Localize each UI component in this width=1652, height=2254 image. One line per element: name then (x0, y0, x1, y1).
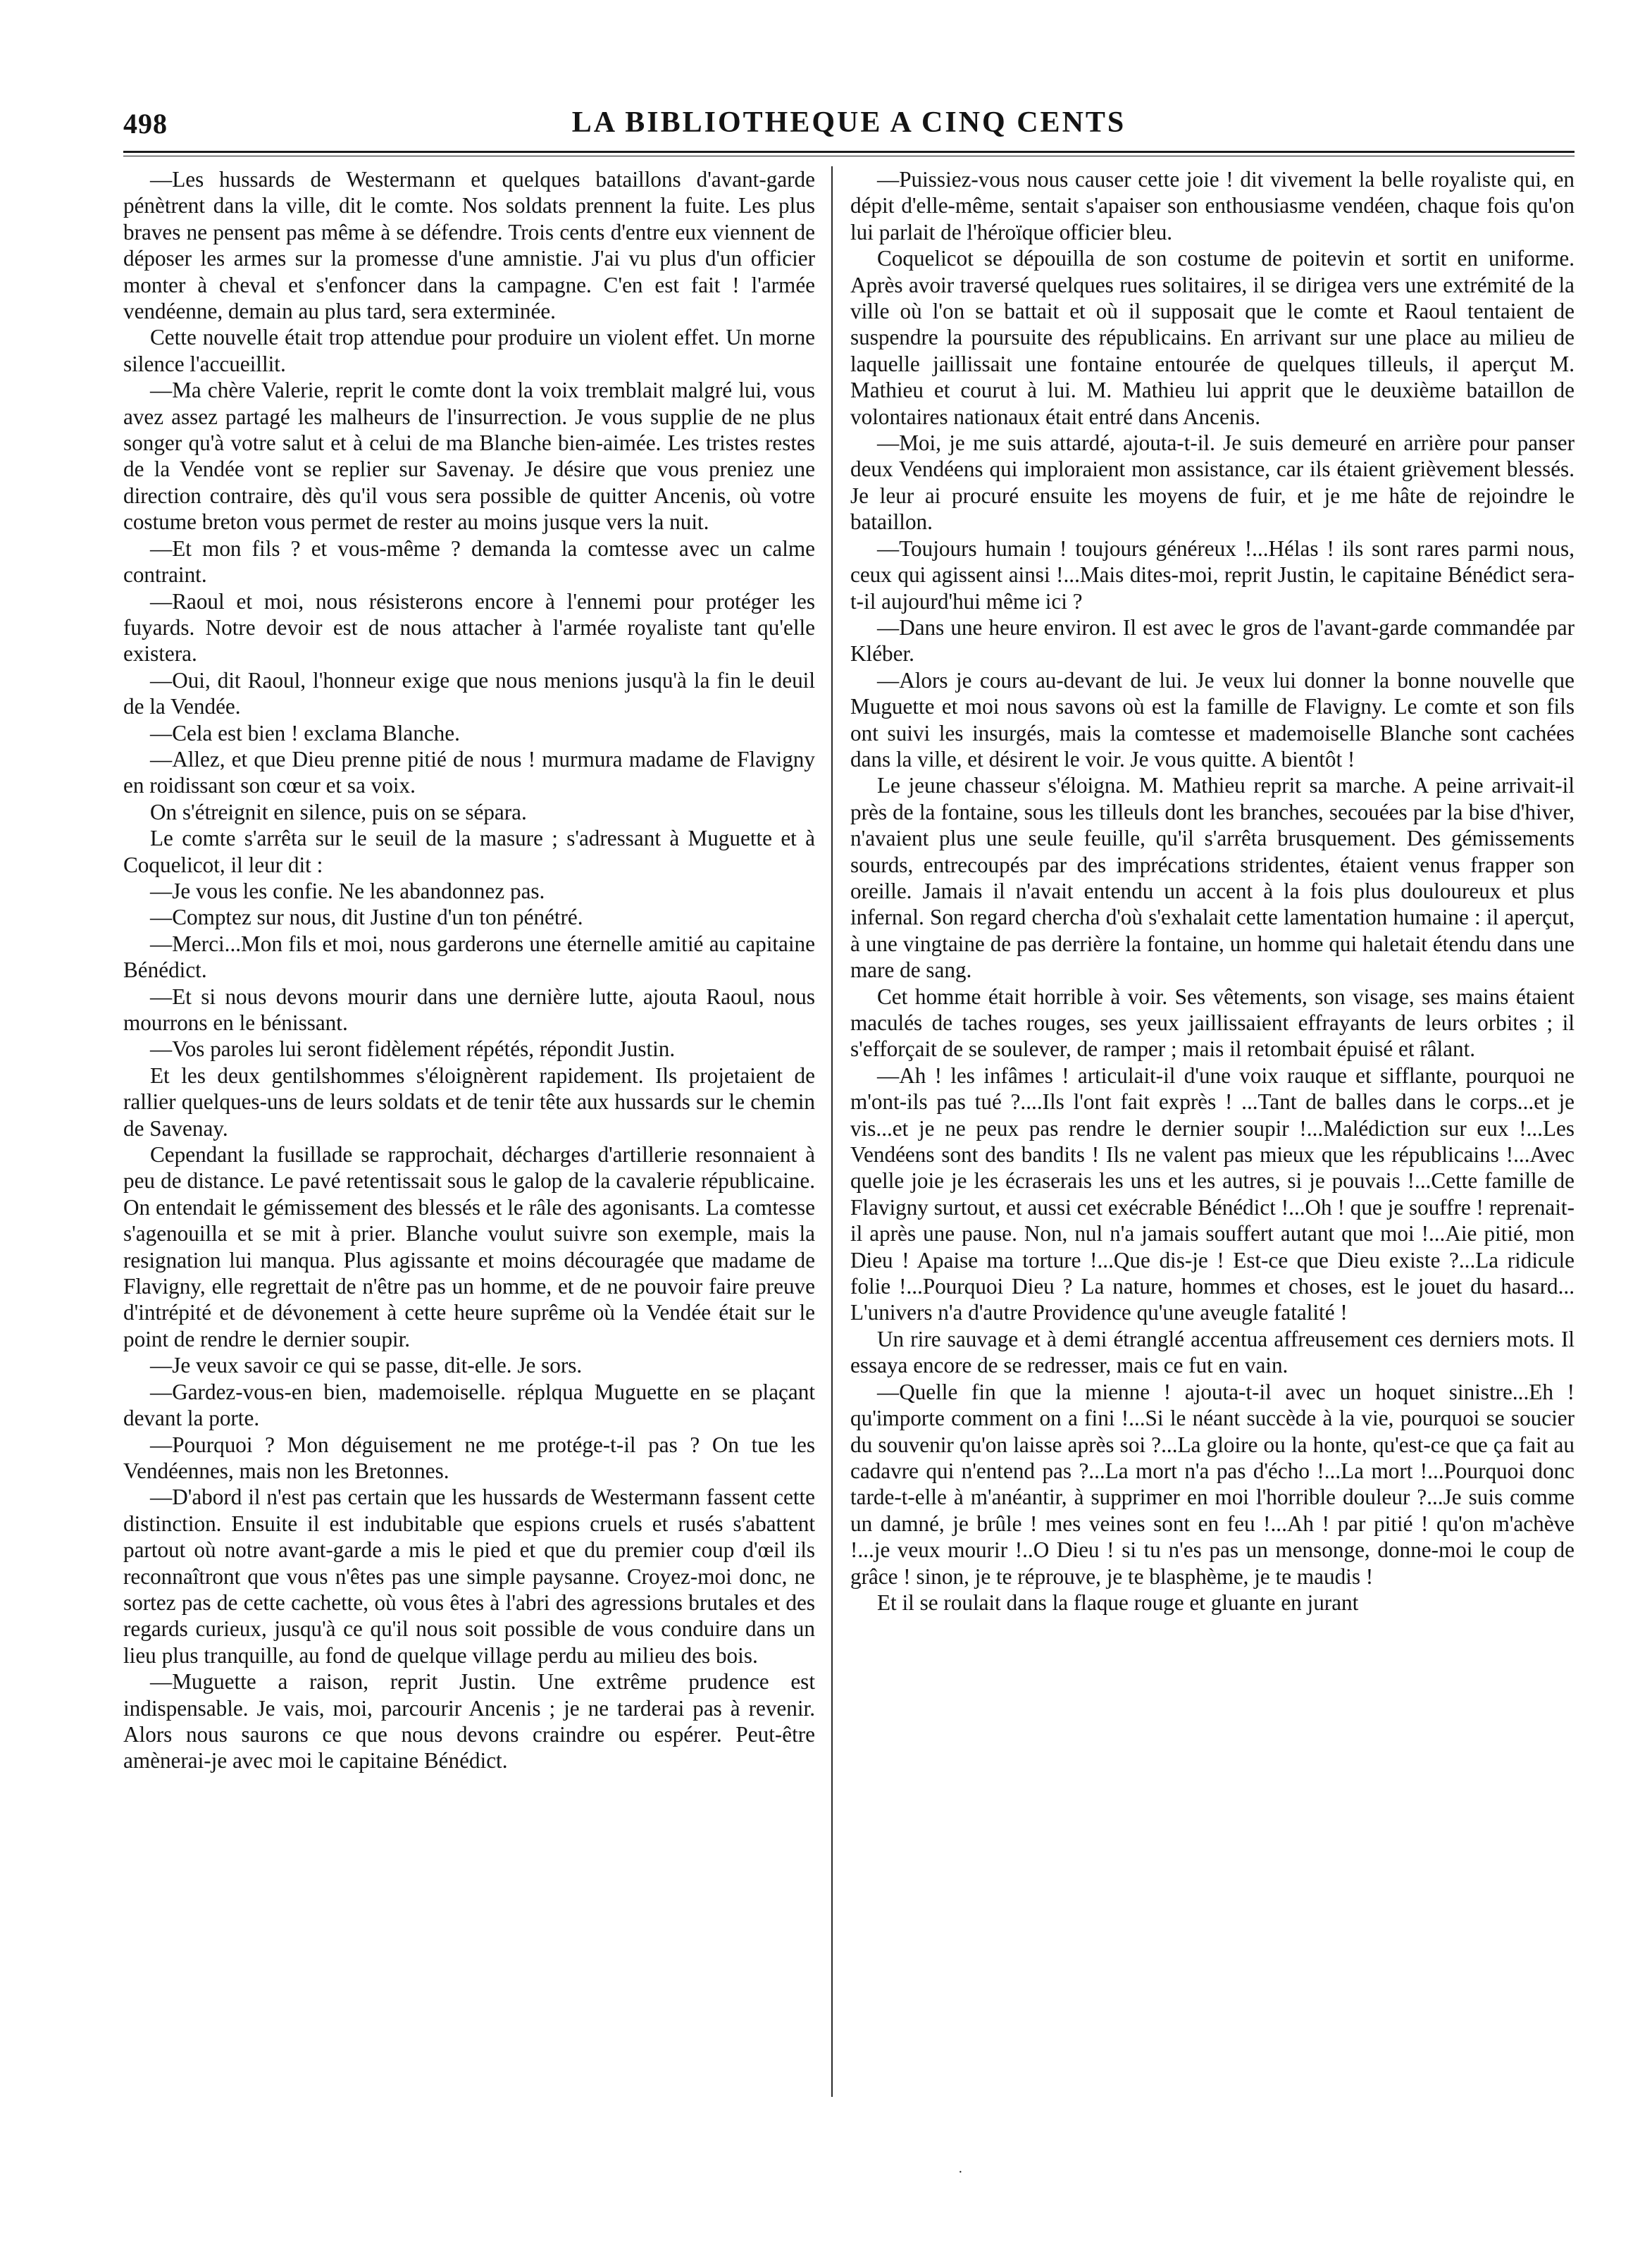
paragraph: Et les deux gentilshommes s'éloignèrent rapidement. Ils projetaient de rallier quelques-uns de leurs soldats et de tenir tête aux hussards sur le chemin de Savenay. (123, 1063, 815, 1141)
paragraph: —Les hussards de Westermann et quelques bataillons d'avant-garde pénètrent dans la ville, dit le comte. Nos soldats prennent la fuite. Les plus braves ne pensent pas même à se défendre. Trois cents d'entre eux viennent de déposer les armes sur la promesse d'une amnistie. J'ai vu plus d'un officier monter à cheval et s'enfoncer dans la campagne. C'en est fait ! l'armée vendéenne, demain au plus tard, sera exterminée. (123, 167, 815, 324)
paragraph: On s'étreignit en silence, puis on se sépara. (150, 799, 527, 824)
paragraph: —Alors je cours au-devant de lui. Je veux lui donner la bonne nouvelle que Muguette et moi nous savons où est la famille de Flavigny. Le comte et son fils ont suivi les insurgés, mais la comtesse et mademoiselle Blanche sont cachées dans la ville, et désirent le voir. Je vous quitte. A bientôt ! (850, 667, 1575, 772)
paragraph: —Je veux savoir ce qui se passe, dit-elle. Je sors. (150, 1353, 583, 1378)
paragraph: —Merci...Mon fils et moi, nous garderons une éternelle amitié au capitaine Bénédict. (123, 931, 815, 983)
paragraph: Cependant la fusillade se rapprochait, décharges d'artillerie resonnaient à peu de distance. Le pavé retentissait sous le galop de la cavalerie républicaine. On entendait le gémissement des blessés et le râle des agonisants. La comtesse s'agenouilla et se mit à prier. Blanche voulut suivre son exemple, mais la resignation lui manqua. Plus agissante et moins découragée que madame de Flavigny, elle regrettait de n'être pas un homme, et de ne pouvoir faire preuve d'intrépité et de dévonement à cette heure suprême où la Vendée était sur le point de rendre le dernier soupir. (123, 1142, 815, 1351)
paragraph: —Toujours humain ! toujours généreux !...Hélas ! ils sont rares parmi nous, ceux qui agissent ainsi !...Mais dites-moi, reprit Justin, le capitaine Bénédict sera-t-il aujourd'hui même ici ? (850, 535, 1575, 614)
paragraph: —Et si nous devons mourir dans une dernière lutte, ajouta Raoul, nous mourrons en le bénissant. (123, 984, 815, 1035)
paragraph: —Ma chère Valerie, reprit le comte dont la voix tremblait malgré lui, vous avez assez partagé les malheurs de l'insurrection. Je vous supplie de ne plus songer qu'à votre salut et à celui de ma Blanche bien-aimée. Les tristes restes de la Vendée vont se replier sur Savenay. Je désire que vous preniez une direction contraire, dès qu'il vous sera possible de quitter Ancenis, où votre costume breton vous permet de rester au moins jusque vers la nuit. (123, 378, 815, 535)
paragraph: —D'abord il n'est pas certain que les hussards de Westermann fassent cette distinction. Ensuite il est indubitable que espions cruels et rusés s'abattent partout où notre avant-garde a mis le pied et que du premier coup d'œil ils reconnaîtront que vous n'êtes pas une simple paysanne. Croyez-moi donc, ne sortez pas de cette cachette, où vous êtes à l'abri des agressions brutales et des regards curieux, jusqu'à ce qu'il nous soit possible de vous conduire dans un lieu plus tranquille, au fond de quelque village perdu au milieu des bois. (123, 1485, 815, 1668)
right-column (850, 166, 1575, 2097)
page-number: 498 (123, 108, 168, 140)
paragraph: Un rire sauvage et à demi étranglé accentua affreusement ces derniers mots. Il essaya encore de se redresser, mais ce fut en vain. (850, 1326, 1575, 1378)
paragraph: Cette nouvelle était trop attendue pour produire un violent effet. Un morne silence l'accueillit. (123, 325, 815, 376)
paragraph: —Dans une heure environ. Il est avec le gros de l'avant-garde commandée par Kléber. (850, 614, 1575, 667)
paragraph: Et il se roulait dans la flaque rouge et gluante en jurant (877, 1590, 1359, 1615)
paragraph: Le comte s'arrêta sur le seuil de la masure ; s'adressant à Muguette et à Coquelicot, il leur dit : (123, 826, 815, 877)
column-divider (831, 166, 833, 2097)
paragraph: —Raoul et moi, nous résisterons encore à l'ennemi pour protéger les fuyards. Notre devoir est de nous attacher à l'armée royaliste tant qu'elle existera. (123, 588, 815, 667)
paragraph: —Ah ! les infâmes ! articulait-il d'une voix rauque et sifflante, pourquoi ne m'ont-ils pas tué ?....Ils l'ont fait exprès ! ...Tant de balles dans le corps...et je vis...et je ne peux pas rendre le dernier soupir !...Malédiction sur eux !...Les Vendéens sont des bandits ! Ils ne valent pas mieux que les républicains !...Avec quelle joie je les écraserais les uns et les autres, si je pouvais !...Cette famille de Flavigny surtout, et aussi cet exécrable Bénédict !...Oh ! que je souffre ! reprenait-il après une pause. Non, nul n'a jamais souffert autant que moi !...Aie pitié, mon Dieu ! Apaise ma torture !...Que dis-je ! Est-ce que Dieu existe ?...La ridicule folie !...Pourquoi Dieu ? La nature, hommes et choses, est le jouet du hasard... L'univers n'a d'autre Providence qu'une aveugle fatalité ! (850, 1063, 1575, 1325)
paragraph: —Quelle fin que la mienne ! ajouta-t-il avec un hoquet sinistre...Eh ! qu'importe comment on a fini !...Si le néant succède à la vie, pourquoi se soucier du souvenir qu'on laisse après soi ?...La gloire ou la honte, qu'est-ce que ça fait au cadavre qui n'entend pas ?...La mort n'a pas d'écho !...La mort !...Pourquoi donc tarde-t-elle à m'anéantir, à supprimer en moi l'horrible douleur ?...Je suis comme un damné, je brûle ! mes veines sont en feu !...Ah ! par pitié ! qu'on m'achève !...je veux mourir !..O Dieu ! si tu n'es pas un mensonge, donne-moi le coup de grâce ! sinon, je te réprouve, je te blasphème, je te maudis ! (850, 1379, 1575, 1589)
paragraph: Coquelicot se dépouilla de son costume de poitevin et sortit en uniforme. Après avoir traversé quelques rues solitaires, il se dirigea vers une extrémité de la ville où l'on se battait et où il supposait que le comte et Raoul tentaient de suspendre la poursuite des républicains. En arrivant sur une place au milieu de laquelle jaillissait une fontaine entourée de quelques tilleuls, il aperçut M. Mathieu et courut à lui. M. Mathieu lui apprit que le deuxième bataillon de volontaires nationaux était entré dans Ancenis. (850, 246, 1575, 429)
paragraph: —Je vous les confie. Ne les abandonnez pas. (150, 878, 545, 903)
paragraph: —Comptez sur nous, dit Justine d'un ton pénétré. (150, 905, 583, 930)
print-speck: · (958, 2165, 963, 2180)
page-header (123, 104, 1575, 145)
paragraph: —Cela est bien ! exclama Blanche. (150, 720, 460, 745)
paragraph: Cet homme était horrible à voir. Ses vêtements, son visage, ses mains étaient maculés de taches rouges, ses yeux jaillissaient effrayants de leurs orbites ; il s'efforçait de se soulever, de ramper ; mais il retombait épuisé et râlant. (850, 984, 1575, 1062)
running-title: LA BIBLIOTHEQUE A CINQ CENTS (571, 106, 1126, 139)
paragraph: —Muguette a raison, reprit Justin. Une extrême prudence est indispensable. Je vais, moi, parcourir Ancenis ; je ne tarderai pas à revenir. Alors nous saurons ce que nous devons craindre ou espérer. Peut-être amènerai-je avec moi le capitaine Bénédict. (123, 1669, 815, 1773)
paragraph: —Pourquoi ? Mon déguisement ne me protége-t-il pas ? On tue les Vendéennes, mais non les Bretonnes. (123, 1432, 815, 1483)
paragraph: —Gardez-vous-en bien, mademoiselle. réplqua Muguette en se plaçant devant la porte. (123, 1379, 815, 1431)
paragraph: —Puissiez-vous nous causer cette joie ! dit vivement la belle royaliste qui, en dépit d'elle-même, sentait s'apaiser son enthousiasme vendéen, chaque fois qu'on lui parlait de l'héroïque officier bleu. (850, 167, 1575, 244)
paragraph: —Allez, et que Dieu prenne pitié de nous ! murmura madame de Flavigny en roidissant son cœur et sa voix. (123, 746, 815, 798)
left-column (123, 166, 815, 2097)
paragraph: Le jeune chasseur s'éloigna. M. Mathieu reprit sa marche. A peine arrivait-il près de la fontaine, sous les tilleuls dont les branches, secouées par la bise d'hiver, n'avaient plus une seule feuille, qu'il s'arrêta brusquement. Des gémissements sourds, entrecoupés par des imprécations stridentes, étaient venus frapper son oreille. Jamais il n'avait entendu un accent à la fois plus douloureux et plus infernal. Son regard chercha d'où s'exhalait cette lamentation humaine : il aperçut, à une vingtaine de pas derrière la fontaine, un homme qui haletait étendu dans une mare de sang. (850, 773, 1575, 983)
paragraph: —Moi, je me suis attardé, ajouta-t-il. Je suis demeuré en arrière pour panser deux Vendéens qui imploraient mon assistance, car ils étaient grièvement blessés. Je leur ai procuré ensuite les moyens de fuir, et je me hâte de rejoindre le bataillon. (850, 431, 1575, 535)
paragraph: —Oui, dit Raoul, l'honneur exige que nous menions jusqu'à la fin le deuil de la Vendée. (123, 667, 815, 719)
header-rule (123, 151, 1575, 153)
paragraph: —Et mon fils ? et vous-même ? demanda la comtesse avec un calme contraint. (123, 535, 815, 588)
paragraph: —Vos paroles lui seront fidèlement répétés, répondit Justin. (150, 1036, 676, 1062)
